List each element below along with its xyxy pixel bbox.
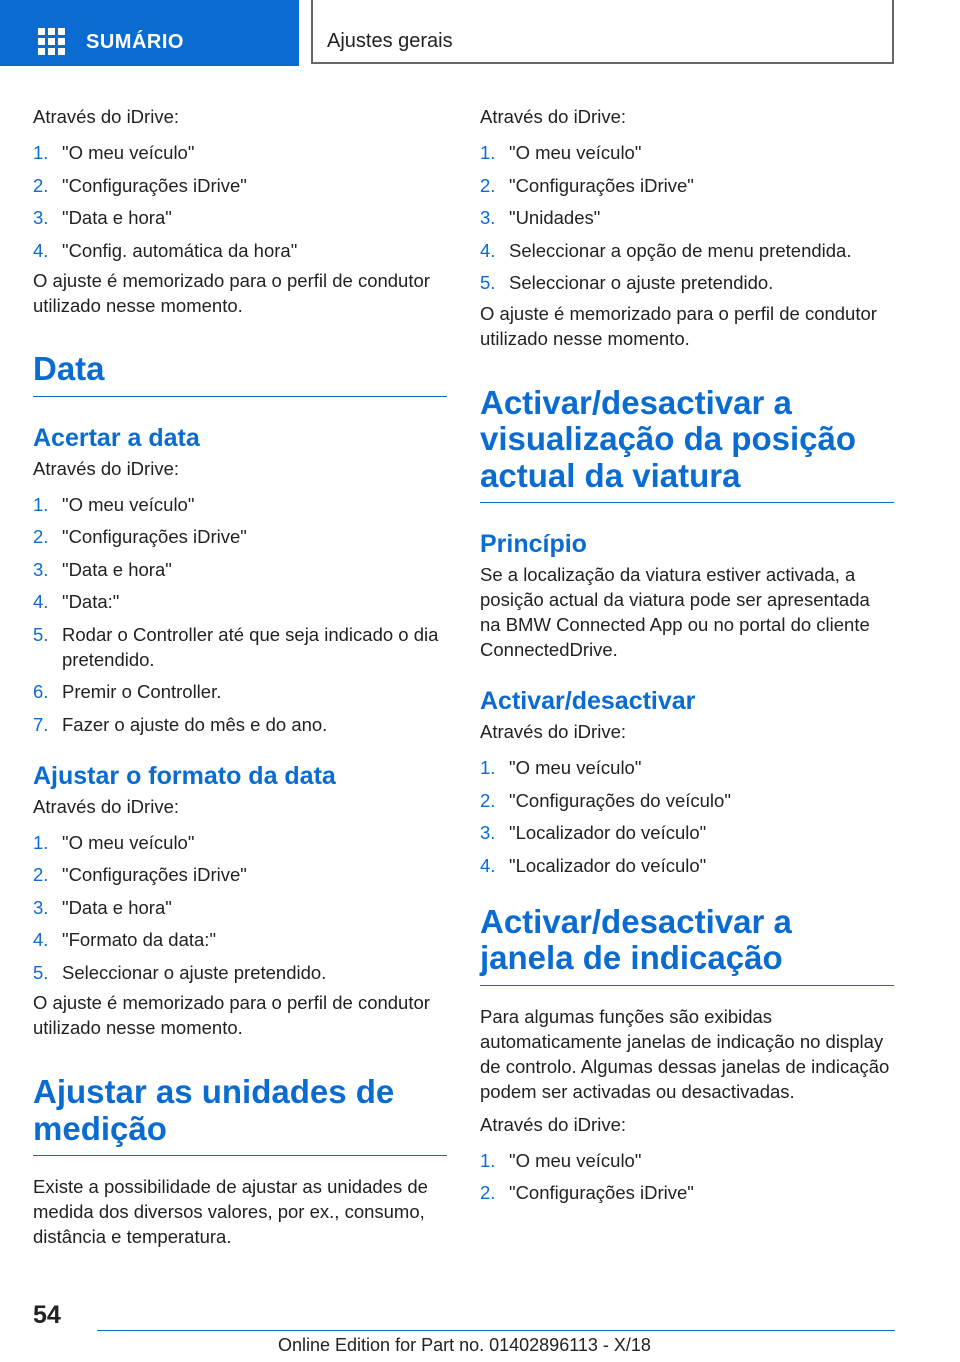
list-item: 4. "Data:" [33, 591, 120, 612]
list-item: 1. "O meu veículo" [480, 757, 642, 778]
position-heading: Activar/desactivar a visualização da posição actual da viatura [480, 385, 894, 504]
principle-heading: Princípio [480, 530, 587, 558]
list-item: 4. "Localizador do veículo" [480, 854, 707, 876]
date-format-steps [33, 830, 447, 985]
list-item: 2. "Configurações iDrive" [33, 174, 247, 196]
footer-divider [97, 1330, 895, 1331]
idrive-intro: Através do iDrive: [480, 106, 626, 127]
section-title: Ajustes gerais [327, 30, 453, 52]
profile-note: O ajuste é memorizado para o perfil de condutor utilizado nesse momento. [33, 270, 430, 316]
idrive-intro: Através do iDrive: [33, 106, 179, 127]
list-item: 2. "Configurações iDrive" [33, 864, 247, 885]
activate-heading: Activar/desactivar [480, 687, 696, 715]
left-column [33, 104, 447, 1249]
date-format-heading: Ajustar o formato da data [33, 761, 336, 790]
top-navigation [0, 0, 960, 66]
list-item: 3. "Data e hora" [33, 207, 172, 228]
principle-text: Se a localização da viatura estiver activada, a posição actual da viatura pode ser apresentada na BMW Connected App ou no portal do cliente ConnectedDrive. [480, 564, 870, 660]
units-heading: Ajustar as unidades de medição [33, 1074, 447, 1156]
idrive-intro: Através do iDrive: [480, 1113, 626, 1135]
set-date-heading: Acertar a data [33, 423, 200, 452]
summary-label: SUMÁRIO [86, 31, 184, 53]
locator-steps [480, 755, 894, 878]
list-item: 6. Premir o Controller. [33, 681, 222, 702]
set-date-steps [33, 492, 447, 737]
list-item: 3. "Unidades" [480, 207, 601, 228]
edition-text: Online Edition for Part no. 01402896113 - X/18 [278, 1335, 651, 1355]
section-tab[interactable] [311, 0, 894, 64]
idrive-intro: Através do iDrive: [33, 457, 179, 479]
window-text: Para algumas funções são exibidas automaticamente janelas de indicação no display de controlo. Algumas dessas janelas de indicação podem ser activadas ou desactivadas. [480, 1005, 890, 1102]
list-item: 4. Seleccionar a opção de menu pretendida. [480, 239, 852, 261]
profile-note: O ajuste é memorizado para o perfil de condutor utilizado nesse momento. [33, 992, 430, 1038]
list-item: 4. "Config. automática da hora" [33, 239, 298, 261]
list-item: 7. Fazer o ajuste do mês e do ano. [33, 713, 328, 735]
list-item: 5. Seleccionar o ajuste pretendido. [480, 272, 774, 293]
list-item: 2. "Configurações iDrive" [33, 526, 247, 547]
summary-button[interactable] [0, 0, 299, 66]
window-heading: Activar/desactivar a janela de indicação [480, 904, 894, 986]
window-steps [480, 1148, 894, 1206]
time-steps [33, 140, 447, 263]
list-item: 2. "Configurações iDrive" [480, 174, 694, 196]
list-item: 1. "O meu veículo" [480, 142, 642, 163]
list-item: 3. "Data e hora" [33, 896, 172, 918]
list-item: 1. "O meu veículo" [480, 1149, 642, 1171]
idrive-intro: Através do iDrive: [33, 795, 179, 817]
list-item: 1. "O meu veículo" [33, 831, 195, 853]
list-item: 5. Seleccionar o ajuste pretendido. [33, 961, 327, 983]
list-item: 1. "O meu veículo" [33, 142, 195, 163]
list-item: 3. "Data e hora" [33, 558, 172, 580]
units-steps [480, 140, 894, 295]
units-text: Existe a possibilidade de ajustar as unidades de medida dos diversos valores, por ex., consumo, distância e temperatura. [33, 1176, 428, 1247]
right-column [480, 104, 894, 1213]
list-item: 5. Rodar o Controller até que seja indicado o dia pretendido. [33, 623, 439, 670]
profile-note: O ajuste é memorizado para o perfil de condutor utilizado nesse momento. [480, 302, 877, 349]
page-number: 54 [33, 1301, 61, 1329]
list-item: 2. "Configurações iDrive" [480, 1182, 694, 1203]
grid-menu-icon [38, 28, 66, 52]
list-item: 1. "O meu veículo" [33, 493, 195, 515]
list-item: 4. "Formato da data:" [33, 929, 217, 950]
idrive-intro: Através do iDrive: [480, 721, 626, 742]
list-item: 3. "Localizador do veículo" [480, 822, 707, 843]
list-item: 2. "Configurações do veículo" [480, 789, 731, 811]
data-heading: Data [33, 351, 447, 397]
